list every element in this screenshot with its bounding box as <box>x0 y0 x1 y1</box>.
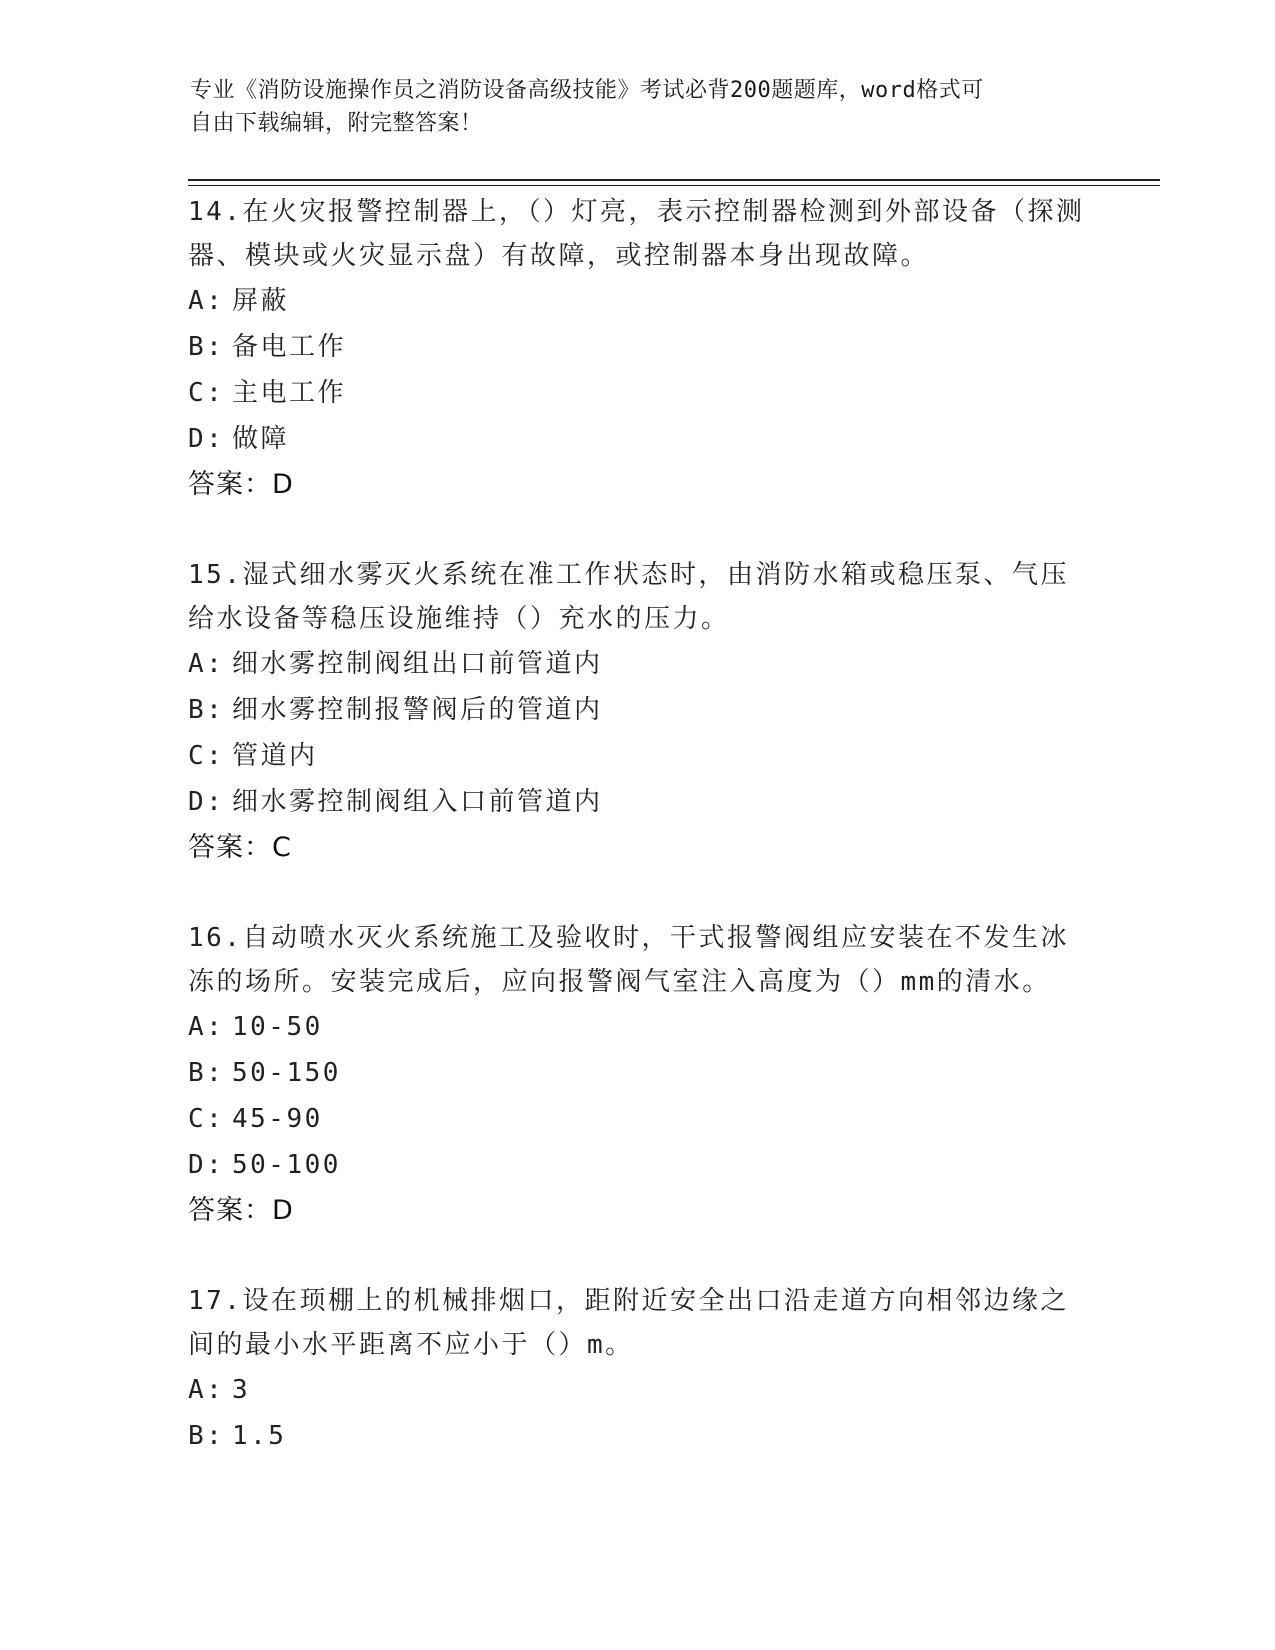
question-stem: 15.湿式细水雾灭火系统在准工作状态时，由消防水箱或稳压泵、气压给水设备等稳压设施维持（）充水的压力。 <box>188 560 1069 634</box>
option-letter: B: <box>188 1421 225 1451</box>
option-b <box>188 1050 1088 1096</box>
option-a <box>188 278 1088 324</box>
question-list <box>188 190 1088 1504</box>
option-letter: A: <box>188 649 225 679</box>
option-c <box>188 370 1088 416</box>
question-stem: 17.设在顼棚上的机械排烟口，距附近安全出口沿走道方向相邻边缘之间的最小水平距离不应小于（）m。 <box>188 1286 1069 1360</box>
option-letter: A: <box>188 286 225 316</box>
option-c <box>188 733 1088 779</box>
option-letter: D: <box>188 424 225 454</box>
option-b <box>188 324 1088 370</box>
option-text: 主电工作 <box>232 378 347 408</box>
option-text: 细水雾控制阀组出口前管道内 <box>232 649 603 679</box>
question-stem: 14.在火灾报警控制器上，（）灯亮，表示控制器检测到外部设备（探测器、模块或火灾显示盘）有故障，或控制器本身出现故障。 <box>188 197 1085 271</box>
option-text: 50-100 <box>232 1150 341 1180</box>
question-17 <box>188 1279 1088 1459</box>
option-letter: B: <box>188 332 225 362</box>
question-15 <box>188 553 1088 871</box>
option-letter: D: <box>188 1150 225 1180</box>
header-line-1: 专业《消防设施操作员之消防设备高级技能》考试必背200题题库，word格式可 <box>190 78 984 103</box>
option-text: 做障 <box>232 424 290 454</box>
question-stem: 16.自动喷水灭火系统施工及验收时，干式报警阀组应安装在不发生冰冻的场所。安装完成后，应向报警阀气室注入高度为（）mm的清水。 <box>188 923 1069 997</box>
option-text: 细水雾控制阀组入口前管道内 <box>232 787 603 817</box>
option-letter: A: <box>188 1012 225 1042</box>
option-a <box>188 1004 1088 1050</box>
option-c <box>188 1096 1088 1142</box>
option-letter: B: <box>188 695 225 725</box>
document-header <box>190 74 1090 140</box>
answer-line: 答案：C <box>188 832 292 863</box>
option-letter: C: <box>188 741 225 771</box>
option-text: 10-50 <box>232 1012 323 1042</box>
option-letter: C: <box>188 1104 225 1134</box>
question-16 <box>188 916 1088 1234</box>
option-letter: A: <box>188 1375 225 1405</box>
option-d <box>188 779 1088 825</box>
option-d <box>188 1142 1088 1188</box>
answer-line: 答案：D <box>188 1195 294 1226</box>
option-a <box>188 1367 1088 1413</box>
option-b <box>188 1413 1088 1459</box>
option-text: 45-90 <box>232 1104 323 1134</box>
option-text: 管道内 <box>232 741 318 771</box>
option-letter: B: <box>188 1058 225 1088</box>
option-text: 备电工作 <box>232 332 347 362</box>
option-text: 细水雾控制报警阀后的管道内 <box>232 695 603 725</box>
option-b <box>188 687 1088 733</box>
option-letter: C: <box>188 378 225 408</box>
question-14 <box>188 190 1088 508</box>
option-text: 50-150 <box>232 1058 341 1088</box>
option-letter: D: <box>188 787 225 817</box>
option-text: 屏蔽 <box>232 286 290 316</box>
option-d <box>188 416 1088 462</box>
header-divider-thick <box>188 179 1160 181</box>
header-line-2: 自由下载编辑，附完整答案！ <box>190 111 483 136</box>
option-a <box>188 641 1088 687</box>
header-divider-thin <box>188 185 1160 186</box>
answer-line: 答案：D <box>188 469 294 500</box>
option-text: 1.5 <box>232 1421 287 1451</box>
option-text: 3 <box>232 1375 251 1405</box>
